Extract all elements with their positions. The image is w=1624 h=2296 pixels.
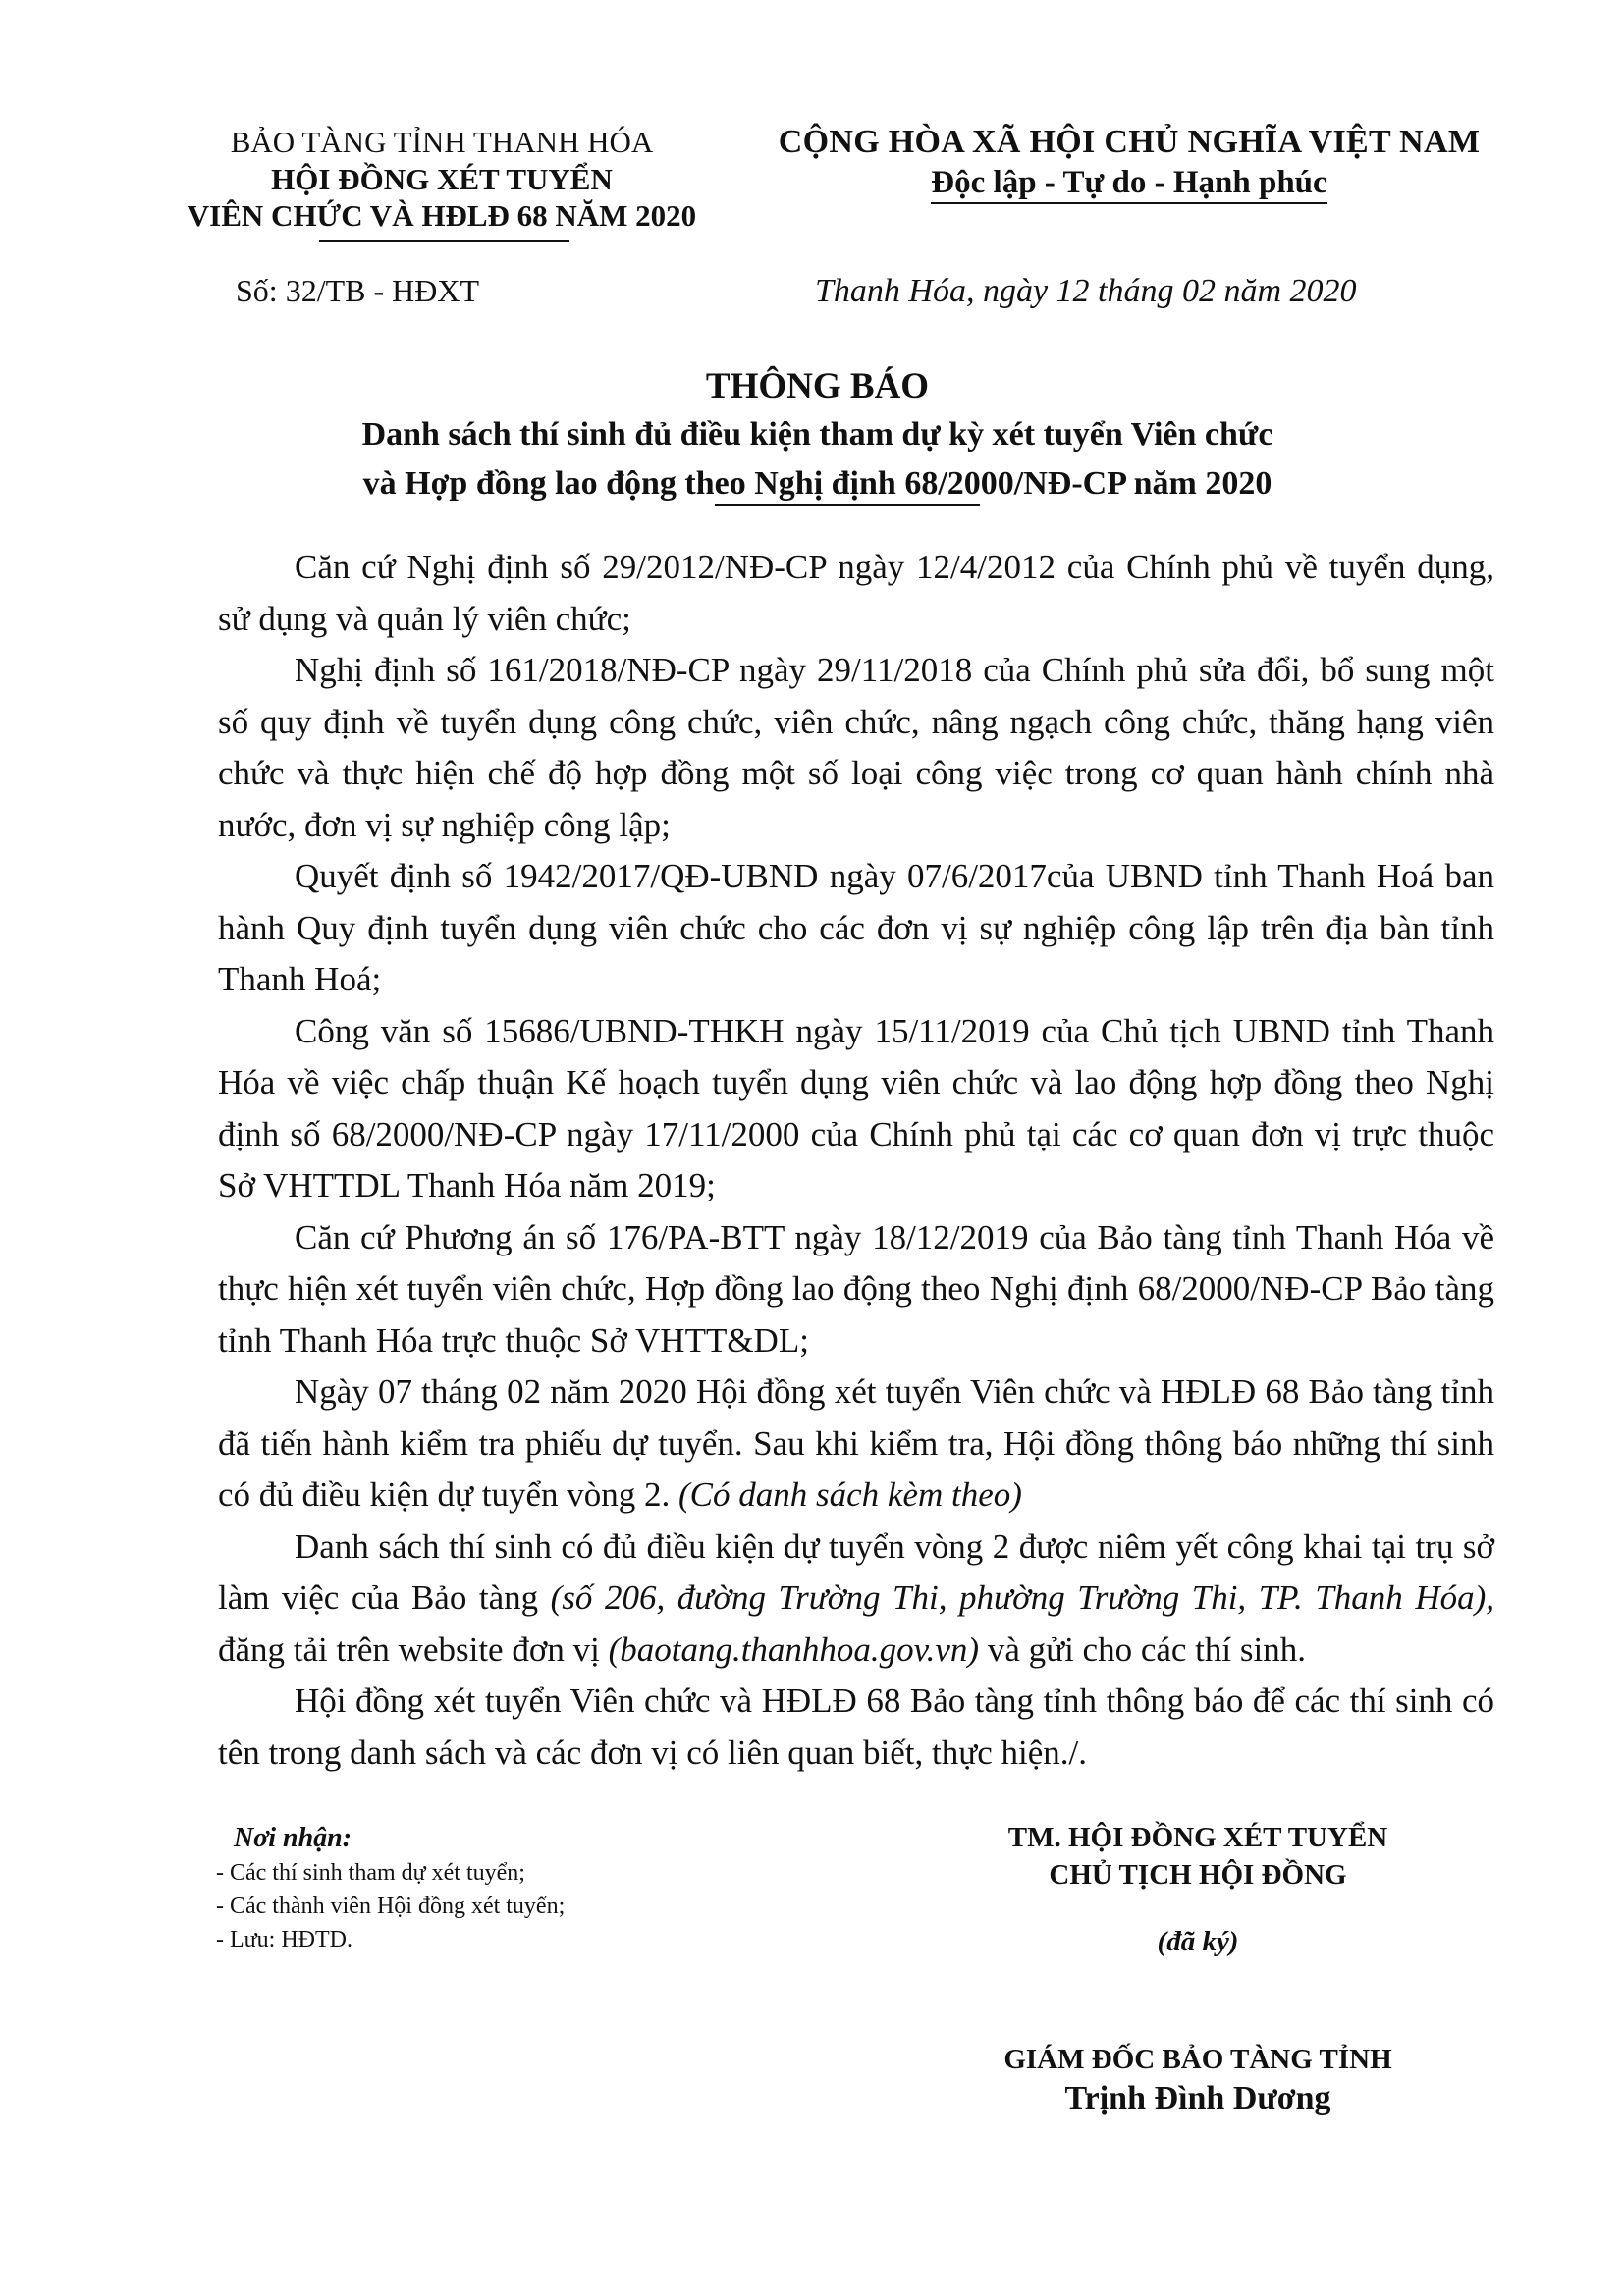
signer-position: GIÁM ĐỐC BẢO TÀNG TỈNH (1003, 2044, 1392, 2075)
museum-address: (số 206, đường Trường Thi, phường Trường Thi, TP. Thanh Hóa), (550, 1578, 1494, 1617)
document-number: Số: 32/TB - HĐXT (236, 273, 479, 308)
place-date: Thanh Hóa, ngày 12 tháng 02 năm 2020 (815, 273, 1357, 309)
title-block (118, 363, 1517, 508)
signature-block (864, 1819, 1532, 2119)
document-body (218, 542, 1494, 1779)
title-underline (715, 504, 980, 506)
document-subtitle-2: và Hợp đồng lao động theo Nghị định 68/2000/NĐ-CP năm 2020 (362, 465, 1272, 502)
paragraph-6-text: Ngày 07 tháng 02 năm 2020 Hội đồng xét tuyển Viên chức và HĐLĐ 68 Bảo tàng tỉnh đã tiến hành kiểm tra phiếu dự tuyển. Sau khi kiểm tra, Hội đồng thông báo những thí sinh có đủ điều kiện dự tuyển vòng 2. (218, 1372, 1494, 1514)
website-reference: (baotang.thanhhoa.gov.vn) (608, 1629, 980, 1669)
signer-name: Trịnh Đình Dương (1064, 2080, 1331, 2116)
paragraph-6 (218, 1366, 1494, 1522)
document-title: THÔNG BÁO (705, 366, 930, 406)
paragraph-1: Căn cứ Nghị định số 29/2012/NĐ-CP ngày 12/4/2012 của Chính phủ về tuyển dụng, sử dụng và quản lý viên chức; (218, 548, 1494, 638)
paragraph-7-text-a: Danh sách thí sinh có đủ điều kiện dự tuyển vòng 2 được niêm yết công khai tại trụ sở làm việc của Bảo tàng (218, 1526, 1494, 1617)
org-line-3: VIÊN CHỨC VÀ HĐLĐ 68 NĂM 2020 (187, 198, 697, 233)
recipients-heading: Nơi nhận: (234, 1823, 352, 1853)
paragraph-7 (218, 1522, 1494, 1677)
national-header (746, 122, 1512, 202)
attachment-note: (Có danh sách kèm theo) (678, 1475, 1022, 1514)
paragraph-5: Căn cứ Phương án số 176/PA-BTT ngày 18/12/2019 của Bảo tàng tỉnh Thanh Hóa về thực hiện xét tuyển viên chức, Hợp đồng lao động theo Nghị định 68/2000/NĐ-CP Bảo tàng tỉnh Thanh Hóa trực thuộc Sở VHTT&DL; (218, 1217, 1494, 1360)
recipients-block (216, 1821, 805, 1956)
org-underline (319, 240, 569, 242)
motto-text: Độc lập - Tự do - Hạnh phúc (931, 165, 1326, 204)
recipient-item: - Các thí sinh tham dự xét tuyển; (216, 1860, 525, 1886)
recipient-item: - Lưu: HĐTD. (216, 1927, 352, 1952)
recipient-item: - Các thành viên Hội đồng xét tuyển; (216, 1894, 566, 1919)
paragraph-7-text-c: đăng tải trên website đơn vị (218, 1629, 609, 1669)
paragraph-2: Nghị định số 161/2018/NĐ-CP ngày 29/11/2018 của Chính phủ sửa đổi, bổ sung một số quy định về tuyển dụng công chức, viên chức, nâng ngạch công chức, thăng hạng viên chức và thực hiện chế độ hợp đồng một số loại công việc trong cơ quan hành chính nhà nước, đơn vị sự nghiệp công lập; (218, 651, 1494, 844)
signature-role: CHỦ TỊCH HỘI ĐỒNG (1049, 1859, 1347, 1891)
paragraph-8: Hội đồng xét tuyển Viên chức và HĐLĐ 68 Bảo tàng tỉnh thông báo để các thí sinh có tên trong danh sách và các đơn vị có liên quan biết, thực hiện./. (218, 1682, 1494, 1772)
issuing-organization (147, 124, 736, 234)
signed-note: (đã ký) (1157, 1926, 1239, 1957)
paragraph-3: Quyết định số 1942/2017/QĐ-UBND ngày 07/6/2017của UBND tỉnh Thanh Hoá ban hành Quy định tuyển dụng viên chức cho các đơn vị sự nghiệp công lập trên địa bàn tỉnh Thanh Hoá; (218, 857, 1494, 998)
signature-authority: TM. HỘI ĐỒNG XÉT TUYỂN (1007, 1822, 1388, 1853)
country-name: CỘNG HÒA XÃ HỘI CHỦ NGHĨA VIỆT NAM (778, 124, 1481, 160)
org-line-2: HỘI ĐỒNG XÉT TUYỂN (271, 162, 613, 196)
national-motto (746, 163, 1512, 202)
paragraph-7-text-e: và gửi cho các thí sinh. (979, 1629, 1306, 1669)
org-line-1: BẢO TÀNG TỈNH THANH HÓA (230, 125, 654, 159)
document-subtitle-1: Danh sách thí sinh đủ điều kiện tham dự kỳ xét tuyển Viên chức (361, 416, 1273, 453)
paragraph-4: Công văn số 15686/UBND-THKH ngày 15/11/2019 của Chủ tịch UBND tỉnh Thanh Hóa về việc chấp thuận Kế hoạch tuyển dụng viên chức và lao động hợp đồng theo Nghị định số 68/2000/NĐ-CP ngày 17/11/2000 của Chính phủ tại các cơ quan đơn vị trực thuộc Sở VHTTDL Thanh Hóa năm 2019; (218, 1011, 1494, 1204)
